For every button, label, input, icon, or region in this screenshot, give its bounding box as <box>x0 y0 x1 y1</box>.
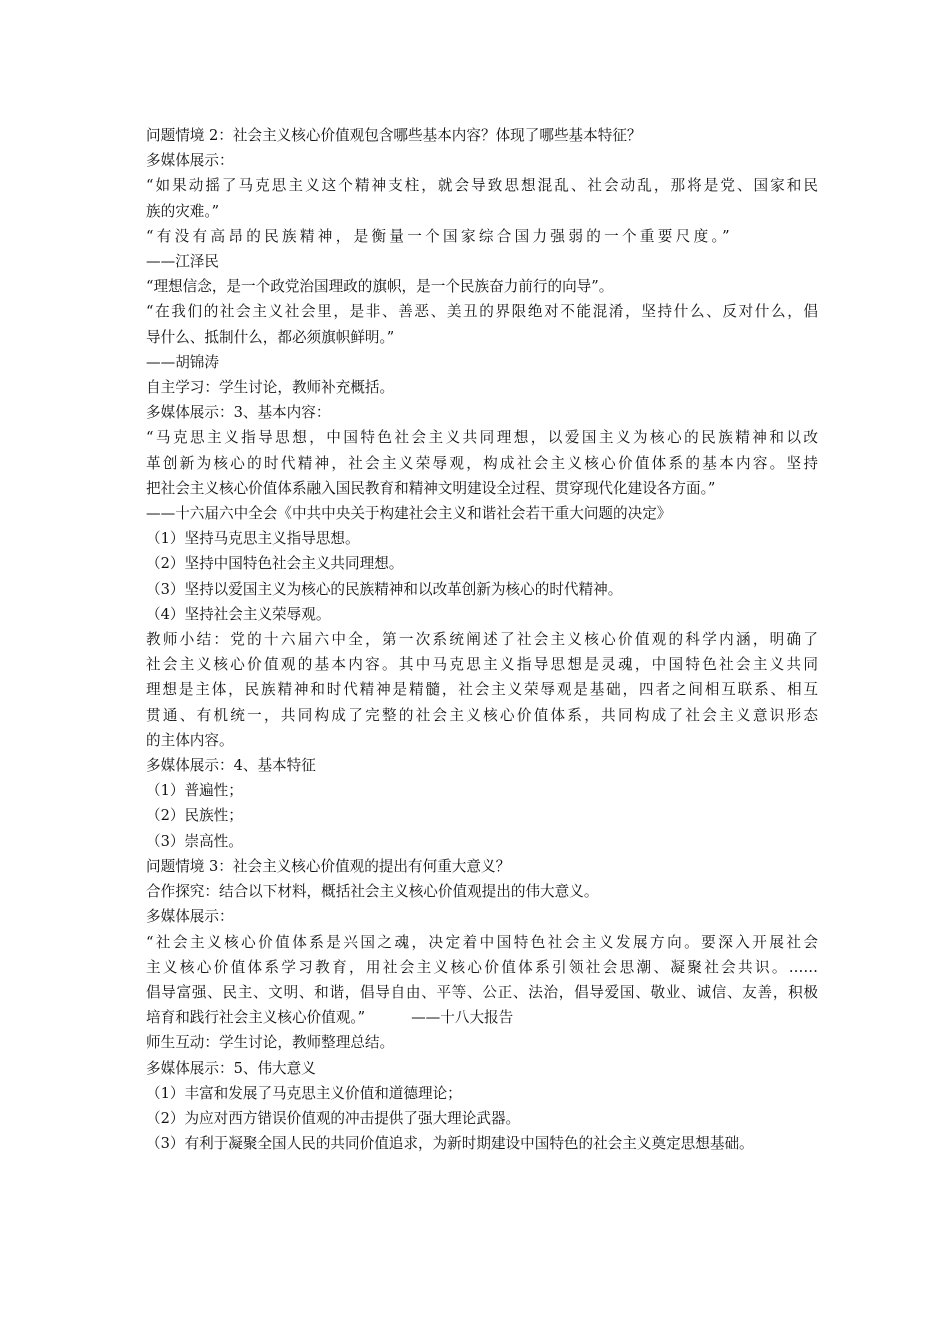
quote-line: 主义核心价值体系学习教育，用社会主义核心价值体系引领社会思潮、凝聚社会共识。…… <box>146 958 818 976</box>
quote-attribution: ——十八大报告 <box>411 1009 514 1027</box>
quote-line: 培育和践行社会主义核心价值观。” <box>146 1009 366 1027</box>
quote-attribution: ——江泽民 <box>146 253 219 271</box>
problem-scenario-3-heading: 问题情境 3：社会主义核心价值观的提出有何重大意义？ <box>146 857 511 875</box>
multimedia-label: 多媒体展示：4、基本特征 <box>146 757 316 775</box>
quote-line: 导什么、抵制什么，都必须旗帜鲜明。” <box>146 328 395 346</box>
list-item: （2）为应对西方错误价值观的冲击提供了强大理论武器。 <box>146 1109 521 1127</box>
interaction-label: 师生互动：学生讨论，教师整理总结。 <box>146 1034 395 1052</box>
quote-line: “社会主义核心价值体系是兴国之魂，决定着中国特色社会主义发展方向。要深入开展社会 <box>146 933 818 951</box>
quote-attribution: ——胡锦涛 <box>146 353 219 371</box>
list-item: （3）崇高性。 <box>146 832 243 850</box>
multimedia-label: 多媒体展示：5、伟大意义 <box>146 1059 316 1077</box>
self-study-label: 自主学习：学生讨论，教师补充概括。 <box>146 379 395 397</box>
list-item: （3）坚持以爱国主义为核心的民族精神和以改革创新为核心的时代精神。 <box>146 580 623 598</box>
list-item: （3）有利于凝聚全国人民的共同价值追求，为新时期建设中国特色的社会主义奠定思想基础。 <box>146 1135 754 1153</box>
list-item: （1）坚持马克思主义指导思想。 <box>146 530 360 548</box>
quote-line: 倡导富强、民主、文明、和谐，倡导自由、平等、公正、法治，倡导爱国、敬业、诚信、友善，积极 <box>146 983 818 1001</box>
quote-line: “理想信念，是一个政党治国理政的旗帜，是一个民族奋力前行的向导”。 <box>146 278 614 296</box>
teacher-summary-line: 的主体内容。 <box>146 731 234 749</box>
quote-line: “有没有高昂的民族精神，是衡量一个国家综合国力强弱的一个重要尺度。” <box>146 227 733 245</box>
quote-line: “马克思主义指导思想，中国特色社会主义共同理想，以爱国主义为核心的民族精神和以改 <box>146 429 818 447</box>
list-item: （2）坚持中国特色社会主义共同理想。 <box>146 555 404 573</box>
quote-line: 革创新为核心的时代精神，社会主义荣辱观，构成社会主义核心价值体系的基本内容。坚持 <box>146 454 818 472</box>
teacher-summary-line: 教师小结：党的十六届六中全，第一次系统阐述了社会主义核心价值观的科学内涵，明确了 <box>146 631 818 649</box>
document-body <box>146 123 818 1156</box>
teacher-summary-line: 社会主义核心价值观的基本内容。其中马克思主义指导思想是灵魂，中国特色社会主义共同 <box>146 656 818 674</box>
quote-line: 族的灾难。” <box>146 202 220 220</box>
teacher-summary-line: 贯通、有机统一，共同构成了完整的社会主义核心价值体系，共同构成了社会主义意识形态 <box>146 706 818 724</box>
multimedia-label: 多媒体展示： <box>146 908 234 926</box>
quote-attribution: ——十六届六中全会《中共中央关于构建社会主义和谐社会若干重大问题的决定》 <box>146 505 672 523</box>
quote-line: “在我们的社会主义社会里，是非、善恶、美丑的界限绝对不能混淆，坚持什么、反对什么，倡 <box>146 303 818 321</box>
teacher-summary-line: 理想是主体，民族精神和时代精神是精髓，社会主义荣辱观是基础，四者之间相互联系、相互 <box>146 681 818 699</box>
multimedia-label: 多媒体展示：3、基本内容： <box>146 404 331 422</box>
multimedia-label: 多媒体展示： <box>146 152 234 170</box>
list-item: （2）民族性； <box>146 807 243 825</box>
list-item: （4）坚持社会主义荣辱观。 <box>146 605 331 623</box>
quote-line: 把社会主义核心价值体系融入国民教育和精神文明建设全过程、贯穿现代化建设各方面。” <box>146 479 716 497</box>
list-item: （1）丰富和发展了马克思主义价值和道德理论； <box>146 1084 462 1102</box>
quote-line: “如果动摇了马克思主义这个精神支柱，就会导致思想混乱、社会动乱，那将是党、国家和民 <box>146 177 818 195</box>
quote-line-with-attribution <box>146 1005 818 1030</box>
cooperative-inquiry-label: 合作探究：结合以下材料，概括社会主义核心价值观提出的伟大意义。 <box>146 883 599 901</box>
problem-scenario-2-heading: 问题情境 2：社会主义核心价值观包含哪些基本内容？体现了哪些基本特征？ <box>146 127 642 144</box>
list-item: （1）普遍性； <box>146 782 243 800</box>
